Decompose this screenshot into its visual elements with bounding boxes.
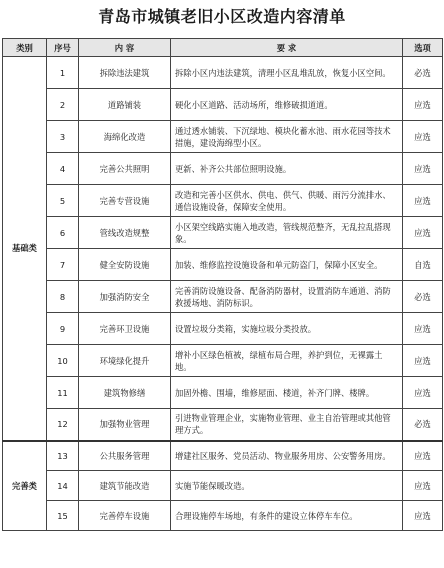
row-option: 应选 <box>403 313 443 345</box>
row-option: 必选 <box>403 281 443 313</box>
row-option: 应选 <box>403 153 443 185</box>
table-row <box>3 501 443 531</box>
row-requirement: 设置垃圾分类箱，实施垃圾分类投放。 <box>171 313 403 345</box>
header-option: 选项 <box>403 39 443 57</box>
row-number: 15 <box>47 501 79 531</box>
row-content: 建筑物修缮 <box>79 377 171 409</box>
table-row <box>3 471 443 501</box>
row-requirement: 更新、补齐公共部位照明设施。 <box>171 153 403 185</box>
table-row <box>3 281 443 313</box>
row-content: 加强消防安全 <box>79 281 171 313</box>
row-option: 自选 <box>403 249 443 281</box>
row-content: 健全安防设施 <box>79 249 171 281</box>
table-row <box>3 249 443 281</box>
row-number: 13 <box>47 441 79 471</box>
row-content: 完善停车设施 <box>79 501 171 531</box>
table-row <box>3 441 443 471</box>
row-number: 12 <box>47 409 79 441</box>
row-number: 5 <box>47 185 79 217</box>
row-option: 应选 <box>403 185 443 217</box>
row-content: 环境绿化提升 <box>79 345 171 377</box>
table-row <box>3 409 443 441</box>
row-number: 7 <box>47 249 79 281</box>
row-content: 海绵化改造 <box>79 121 171 153</box>
table-row <box>3 217 443 249</box>
row-number: 11 <box>47 377 79 409</box>
row-requirement: 通过透水铺装、下沉绿地、模块化蓄水池、雨水花园等技术措施，建设海绵型小区。 <box>171 121 403 153</box>
table-row <box>3 313 443 345</box>
table-row <box>3 89 443 121</box>
row-requirement: 增补小区绿色植被，绿植布局合理，养护到位，无裸露土地。 <box>171 345 403 377</box>
row-content: 完善环卫设施 <box>79 313 171 345</box>
row-requirement: 改造和完善小区供水、供电、供气、供暖、雨污分流排水、通信设施设备，保障安全使用。 <box>171 185 403 217</box>
row-number: 6 <box>47 217 79 249</box>
row-option: 必选 <box>403 409 443 441</box>
row-content: 道路铺装 <box>79 89 171 121</box>
header-category: 类别 <box>3 39 47 57</box>
row-requirement: 小区架空线路实施入地改造，管线规范整齐，无乱拉乱搭现象。 <box>171 217 403 249</box>
table-row <box>3 153 443 185</box>
row-number: 14 <box>47 471 79 501</box>
row-content: 管线改造规整 <box>79 217 171 249</box>
row-requirement: 拆除小区内违法建筑，清理小区乱堆乱放，恢复小区空间。 <box>171 57 403 89</box>
row-content: 建筑节能改造 <box>79 471 171 501</box>
row-requirement: 增建社区服务、党员活动、物业服务用房、公安警务用房。 <box>171 441 403 471</box>
row-number: 2 <box>47 89 79 121</box>
row-requirement: 引进物业管理企业，实施物业管理、业主自治管理或其他管理方式。 <box>171 409 403 441</box>
category-cell: 完善类 <box>3 441 47 531</box>
row-requirement: 完善消防设施设备、配备消防器材，设置消防车通道、消防救援场地、消防标识。 <box>171 281 403 313</box>
row-requirement: 硬化小区道路、活动场所，维修破损道道。 <box>171 89 403 121</box>
document-title: 青岛市城镇老旧小区改造内容清单 <box>98 7 346 26</box>
row-content: 完善公共照明 <box>79 153 171 185</box>
row-number: 10 <box>47 345 79 377</box>
row-content: 拆除违法建筑 <box>79 57 171 89</box>
row-content: 加强物业管理 <box>79 409 171 441</box>
row-number: 8 <box>47 281 79 313</box>
table-row <box>3 121 443 153</box>
header-content: 内 容 <box>79 39 171 57</box>
table-row <box>3 57 443 89</box>
row-content: 完善专营设施 <box>79 185 171 217</box>
row-number: 4 <box>47 153 79 185</box>
row-requirement: 合理设施停车场地，有条件的建设立体停车车位。 <box>171 501 403 531</box>
row-number: 3 <box>47 121 79 153</box>
row-option: 应选 <box>403 501 443 531</box>
renovation-content-table <box>2 38 443 531</box>
table-row <box>3 377 443 409</box>
header-requirement: 要 求 <box>171 39 403 57</box>
table-header-row <box>3 39 443 57</box>
row-option: 应选 <box>403 377 443 409</box>
table-row <box>3 185 443 217</box>
row-requirement: 加装、维修监控设施设备和单元防盗门，保障小区安全。 <box>171 249 403 281</box>
row-option: 必选 <box>403 57 443 89</box>
category-cell: 基础类 <box>3 57 47 441</box>
row-option: 应选 <box>403 217 443 249</box>
table-row <box>3 345 443 377</box>
header-number: 序号 <box>47 39 79 57</box>
row-requirement: 实施节能保暖改造。 <box>171 471 403 501</box>
row-option: 应选 <box>403 89 443 121</box>
row-number: 9 <box>47 313 79 345</box>
row-option: 应选 <box>403 121 443 153</box>
row-option: 应选 <box>403 441 443 471</box>
row-requirement: 加固外檐、围墙，维修屋面、楼道，补齐门牌、楼牌。 <box>171 377 403 409</box>
row-option: 应选 <box>403 345 443 377</box>
row-content: 公共服务管理 <box>79 441 171 471</box>
row-option: 应选 <box>403 471 443 501</box>
row-number: 1 <box>47 57 79 89</box>
